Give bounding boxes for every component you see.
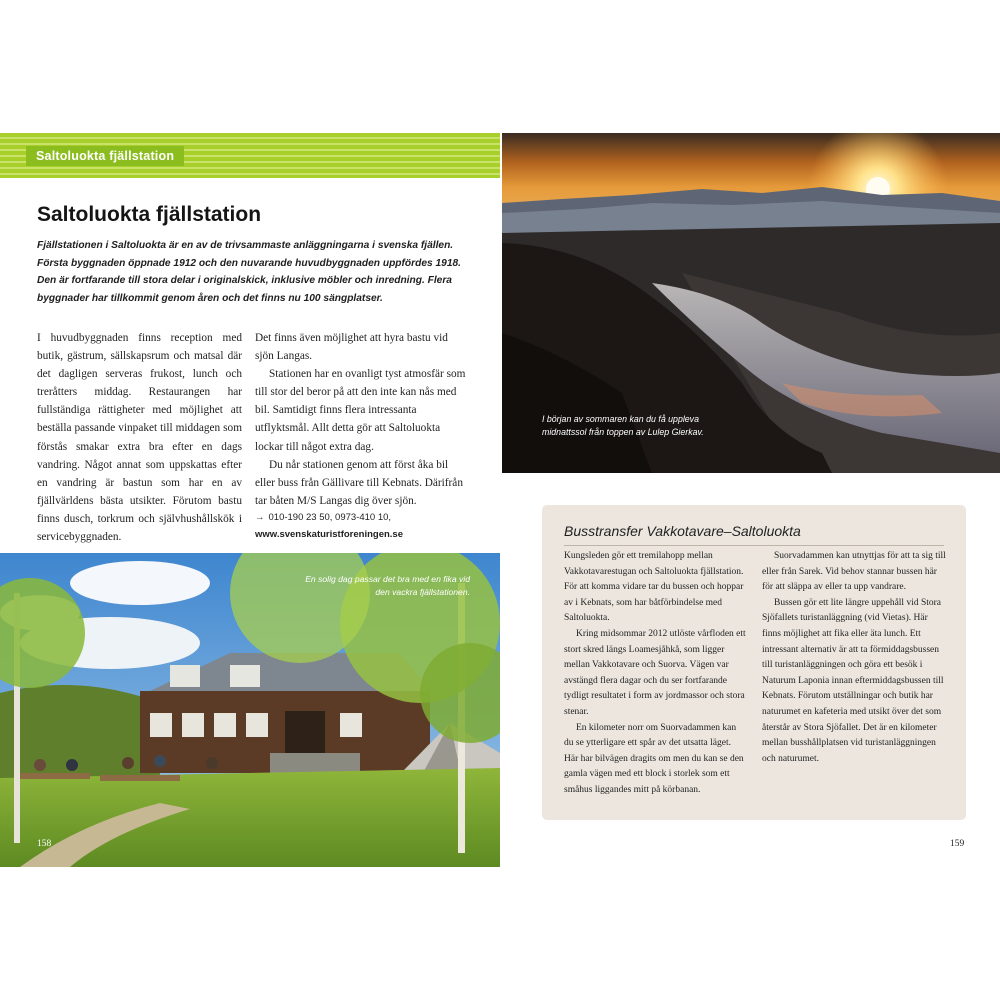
contact-url[interactable]: www.svenskaturistforeningen.se — [255, 529, 403, 541]
body-paragraph: I huvudbyggnaden finns reception med butik, gästrum, sällskapsrum och matsal där det dagligen serveras frukost, lunch och treråtters middag. Restaurangen har fullständiga rättigheter med möjlighet att beställa passande vinpaket till middagen som förstås smakar extra bra efter en dags vandring. Något annat som uppskattas efter en vandring är bastun som har en av fjällvärldens bästa utsikter. Förutom bastu finns dusch, torkrum och självhushållskök i servicebyggnaden. — [37, 332, 242, 544]
info-box-title: Busstransfer Vakkotavare–Saltoluokta — [564, 523, 801, 539]
body-column-2 — [255, 329, 469, 544]
book-spread — [0, 133, 1000, 867]
page-number: 158 — [37, 839, 52, 849]
body-paragraph: Det finns även möjlighet att hyra bastu vid sjön Langas. — [255, 332, 448, 363]
info-box-column-1 — [564, 549, 746, 799]
photo-caption: I början av sommaren kan du få uppleva midnattssol från toppen av Lulep Gierkav. — [542, 414, 704, 437]
body-paragraph: Du når stationen genom att först åka bil eller buss från Gällivare till Kebnats. Därifrån tar båten M/S Langas dig över sjön. — [255, 458, 463, 507]
body-paragraph: Stationen har en ovanligt tyst atmosfär som till stor del beror på att den inte kan nås med bil. Samtidigt finns flera intressanta utflyktsmål. Allt detta gör att Saltoluokta lockar till något extra dag. — [255, 368, 466, 453]
contact-phone: 010-190 23 50, 0973-410 10, — [268, 511, 392, 523]
divider — [564, 545, 944, 546]
page-number: 159 — [950, 839, 965, 849]
running-header — [26, 146, 184, 166]
info-box-paragraph: En kilometer norr om Suorvadammen kan du se ytterligare ett spår av det utsatta läget. Här har bilvägen dragits om men du kan se den gamla vägen med ett block i storlek som ett småhus liggandes mitt på körbanan. — [564, 722, 744, 795]
info-box-paragraph: Suorvadammen kan utnyttjas för att ta sig till eller från Sarek. Vid behov stannar bussen här för att släppa av eller ta upp vandrare. — [762, 551, 946, 593]
photo-caption: En solig dag passar det bra med en fika vid den vackra fjällstationen. — [305, 574, 470, 597]
info-box-paragraph: Bussen gör ett lite längre uppehåll vid Stora Sjöfallets turistanläggning (vid Vietas). Här finns möjlighet att fika eller äta lunch. Ett intressant alternativ är att ta förmiddagsbussen till turistanläggningen och göra ett besök i Naturum Laponia innan eftermiddagsbussen till Kebnats. Förutom utställningar och butik har naturumet en kafeteria med utsikt över det som återstår av Stora Sjöfallet. Det är en kilometer mellan busshållplatsen vid turistanläggningen och naturumet. — [762, 597, 944, 764]
body-column-1 — [37, 329, 242, 546]
fjallstation-photo — [0, 553, 500, 867]
info-box-paragraph: Kring midsommar 2012 utlöste vårfloden ett stort skred längs Loamesjåhkå, som ligger mellan Vakkotavare och Suorva. Vägen var avstängd flera dagar och du ser fortfarande tydligt resultatet i form av jordmassor och stora stenar. — [564, 628, 746, 717]
contact-info — [255, 510, 469, 527]
info-box-column-2 — [762, 549, 948, 767]
right-page — [502, 133, 1000, 867]
intro-paragraph: Fjällstationen i Saltoluokta är en av de trivsammaste anläggningarna i svenska fjällen. Första byggnaden öppnade 1912 och den nuvarande huvudbyggnaden uppfördes 1918. Den är fortfarande till stora delar i originalskick, inklusive möbler och inredning. Flera byggnader har tillkommit genom åren och det finns nu 100 sängplatser. — [37, 240, 461, 304]
running-header-text: Saltoluokta fjällstation — [36, 149, 175, 163]
page-title: Saltoluokta fjällstation — [37, 203, 262, 226]
info-box — [542, 505, 966, 820]
info-box-paragraph: Kungsleden gör ett tremilahopp mellan Vakkotavarestugan och Saltoluokta fjällstation. För att komma vidare tar du bussen och hoppar av i Kebnats, som har båtförbindelse med Saltoluokta. — [564, 551, 744, 624]
arrow-right-icon: → — [255, 511, 265, 523]
left-page — [0, 133, 500, 867]
